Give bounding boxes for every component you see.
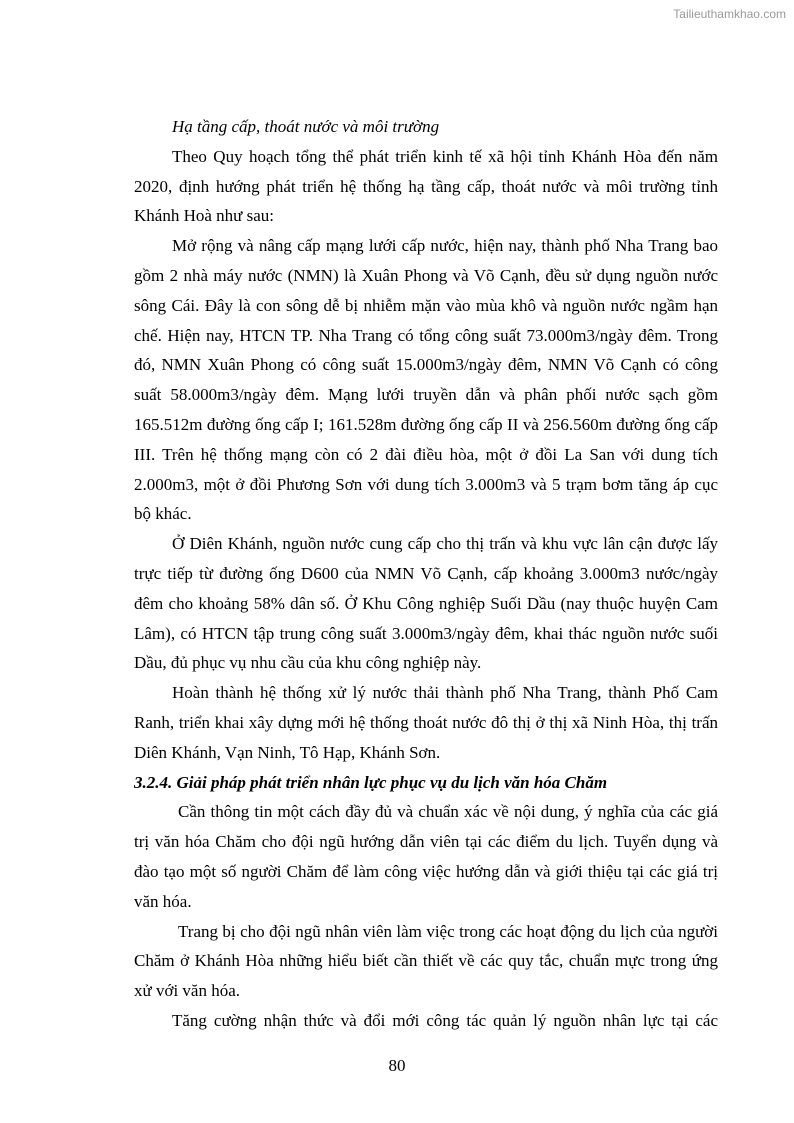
paragraph-water-network: Mở rộng và nâng cấp mạng lưới cấp nước, hiện nay, thành phố Nha Trang bao gồm 2 nhà máy nước (NMN) là Xuân Phong và Võ Cạnh, đều sử dụng nguồn nước sông Cái. Đây là con sông dễ bị nhiễm mặn vào mùa khô và nguồn nước ngầm hạn chế. Hiện nay, HTCN TP. Nha Trang có tổng công suất 73.000m3/ngày đêm. Trong đó, NMN Xuân Phong có công suất 15.000m3/ngày đêm, NMN Võ Cạnh có công suất 58.000m3/ngày đêm. Mạng lưới truyền dẫn và phân phối nước sạch gồm 165.512m đường ống cấp I; 161.528m đường ống cấp II và 256.560m đường ống cấp III. Trên hệ thống mạng còn có 2 đài điều hòa, một ở đồi La San với dung tích 2.000m3, một ở đồi Phương Sơn với dung tích 3.000m3 và 5 trạm bơm tăng áp cục bộ khác. [134, 236, 718, 524]
paragraph-dien-khanh: Ở Diên Khánh, nguồn nước cung cấp cho thị trấn và khu vực lân cận được lấy trực tiếp từ đường ống D600 của NMN Võ Cạnh, cấp khoảng 3.000m3 nước/ngày đêm cho khoảng 58% dân số. Ở Khu Công nghiệp Suối Dầu (nay thuộc huyện Cam Lâm), có HTCN tập trung công suất 3.000m3/ngày đêm, khai thác nguồn nước suối Dầu, đủ phục vụ nhu cầu của khu công nghiệp này. [134, 534, 718, 673]
paragraph-wastewater: Hoàn thành hệ thống xử lý nước thải thành phố Nha Trang, thành Phố Cam Ranh, triển khai xây dựng mới hệ thống thoát nước đô thị ở thị xã Ninh Hòa, thị trấn Diên Khánh, Vạn Ninh, Tô Hạp, Khánh Sơn. [134, 683, 718, 762]
page-number: 80 [388, 1056, 406, 1075]
document-page [134, 112, 718, 1036]
paragraph-cham-info: Cần thông tin một cách đầy đủ và chuẩn xác về nội dung, ý nghĩa của các giá trị văn hóa Chăm cho đội ngũ hướng dẫn viên tại các điểm du lịch. Tuyển dụng và đào tạo một số người Chăm để làm công việc hướng dẫn và giới thiệu tại các giá trị văn hóa. [134, 802, 718, 911]
paragraph-cham-staff: Trang bị cho đội ngũ nhân viên làm việc trong các hoạt động du lịch của người Chăm ở Khánh Hòa những hiểu biết cần thiết về các quy tắc, chuẩn mực trong ứng xử với văn hóa. [134, 921, 718, 1001]
section-heading: 3.2.4. Giải pháp phát triển nhân lực phục vụ du lịch văn hóa Chăm [134, 772, 608, 792]
subheading-infrastructure: Hạ tầng cấp, thoát nước và môi trường [172, 117, 440, 136]
watermark: Tailieuthamkhao.com [673, 7, 786, 21]
paragraph-plan-intro: Theo Quy hoạch tổng thể phát triển kinh tế xã hội tỉnh Khánh Hòa đến năm 2020, định hướng phát triển hệ thống hạ tầng cấp, thoát nước và môi trường tỉnh Khánh Hoà như sau: [134, 146, 718, 226]
paragraph-hr-management: Tăng cường nhận thức và đổi mới công tác quản lý nguồn nhân lực tại các [172, 1010, 718, 1030]
